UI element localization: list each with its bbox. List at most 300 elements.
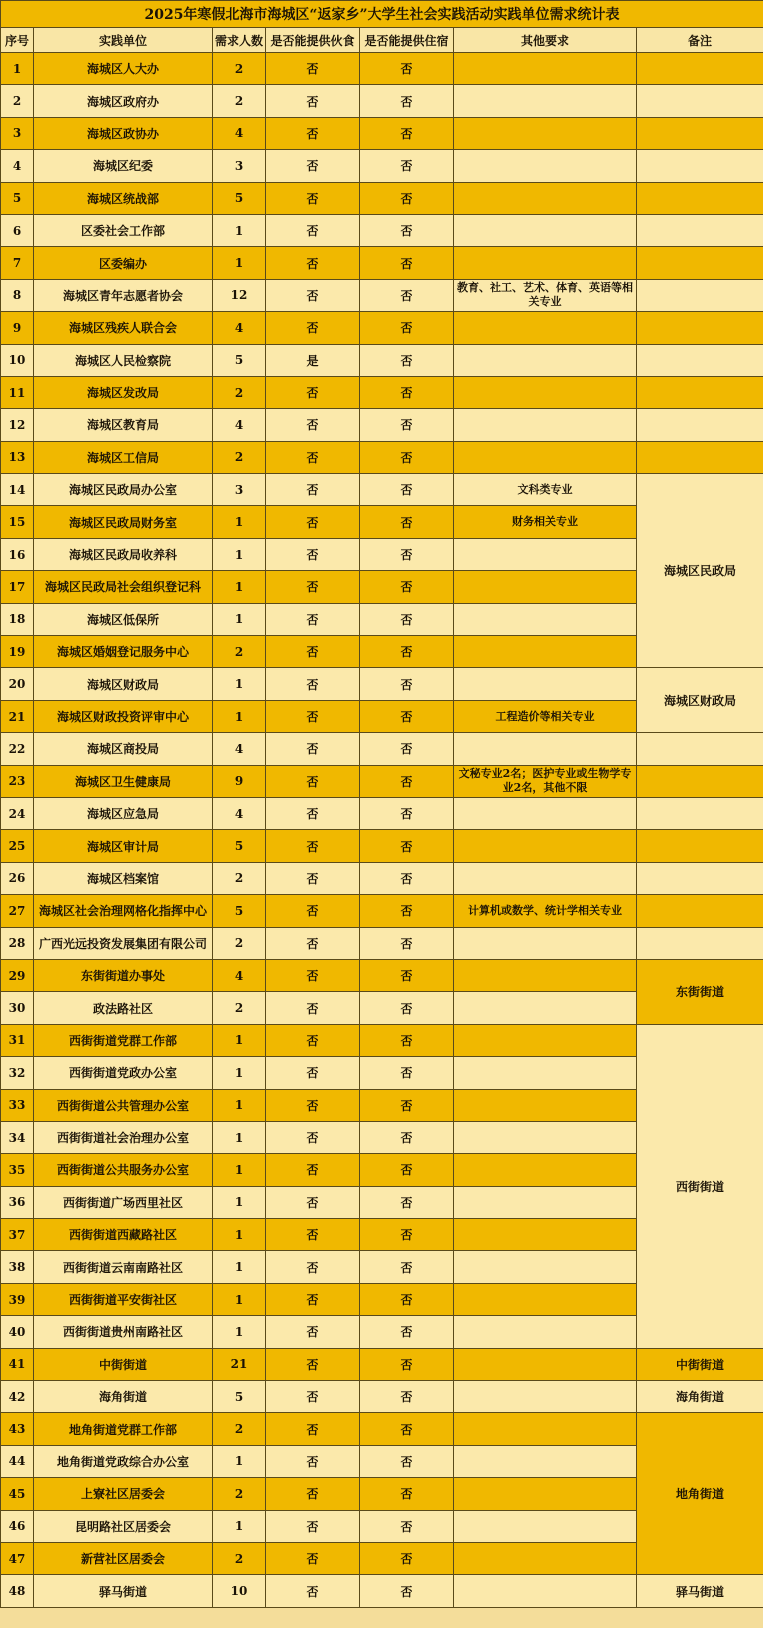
cell-lodging: 否 bbox=[360, 1478, 454, 1510]
cell-meal: 否 bbox=[266, 1348, 360, 1380]
cell-count: 1 bbox=[213, 1057, 266, 1089]
cell-count: 4 bbox=[213, 797, 266, 829]
cell-other bbox=[454, 668, 637, 700]
cell-lodging: 否 bbox=[360, 992, 454, 1024]
cell-lodging: 否 bbox=[360, 700, 454, 732]
table-row bbox=[1, 150, 763, 182]
cell-unit: 海城区商投局 bbox=[34, 733, 213, 765]
cell-other bbox=[454, 1057, 637, 1089]
cell-count: 2 bbox=[213, 927, 266, 959]
cell-count: 1 bbox=[213, 1219, 266, 1251]
cell-unit: 地角街道党政综合办公室 bbox=[34, 1445, 213, 1477]
cell-no: 45 bbox=[1, 1478, 34, 1510]
table-row bbox=[1, 1413, 763, 1445]
table-row bbox=[1, 733, 763, 765]
cell-meal: 否 bbox=[266, 1381, 360, 1413]
cell-other bbox=[454, 1575, 637, 1607]
cell-unit: 海城区应急局 bbox=[34, 797, 213, 829]
cell-count: 2 bbox=[213, 53, 266, 85]
cell-lodging: 否 bbox=[360, 927, 454, 959]
cell-other bbox=[454, 1121, 637, 1153]
table-row bbox=[1, 182, 763, 214]
cell-meal: 否 bbox=[266, 700, 360, 732]
cell-lodging: 否 bbox=[360, 312, 454, 344]
cell-unit: 驿马街道 bbox=[34, 1575, 213, 1607]
cell-count: 1 bbox=[213, 214, 266, 246]
cell-count: 5 bbox=[213, 182, 266, 214]
table-row bbox=[1, 247, 763, 279]
cell-other bbox=[454, 1283, 637, 1315]
cell-count: 2 bbox=[213, 992, 266, 1024]
cell-other bbox=[454, 312, 637, 344]
cell-no: 24 bbox=[1, 797, 34, 829]
cell-meal: 否 bbox=[266, 1510, 360, 1542]
cell-meal: 否 bbox=[266, 636, 360, 668]
cell-other bbox=[454, 797, 637, 829]
cell-note bbox=[637, 862, 763, 894]
cell-meal: 否 bbox=[266, 1575, 360, 1607]
cell-note: 海城区民政局 bbox=[637, 474, 763, 668]
cell-lodging: 否 bbox=[360, 53, 454, 85]
cell-meal: 否 bbox=[266, 150, 360, 182]
cell-no: 33 bbox=[1, 1089, 34, 1121]
cell-count: 1 bbox=[213, 1154, 266, 1186]
cell-meal: 否 bbox=[266, 441, 360, 473]
cell-meal: 否 bbox=[266, 1413, 360, 1445]
table-row bbox=[1, 765, 763, 797]
cell-lodging: 否 bbox=[360, 85, 454, 117]
cell-unit: 西街街道平安街社区 bbox=[34, 1283, 213, 1315]
cell-meal: 否 bbox=[266, 1057, 360, 1089]
cell-no: 38 bbox=[1, 1251, 34, 1283]
cell-count: 2 bbox=[213, 1478, 266, 1510]
cell-lodging: 否 bbox=[360, 1381, 454, 1413]
cell-unit: 西街街道公共管理办公室 bbox=[34, 1089, 213, 1121]
cell-unit: 西街街道贵州南路社区 bbox=[34, 1316, 213, 1348]
cell-note bbox=[637, 376, 763, 408]
cell-note bbox=[637, 797, 763, 829]
cell-meal: 否 bbox=[266, 1121, 360, 1153]
cell-other bbox=[454, 992, 637, 1024]
cell-no: 27 bbox=[1, 895, 34, 927]
cell-note bbox=[637, 409, 763, 441]
cell-count: 4 bbox=[213, 409, 266, 441]
cell-other bbox=[454, 1186, 637, 1218]
cell-no: 43 bbox=[1, 1413, 34, 1445]
cell-no: 40 bbox=[1, 1316, 34, 1348]
cell-lodging: 否 bbox=[360, 797, 454, 829]
cell-other bbox=[454, 1154, 637, 1186]
cell-count: 1 bbox=[213, 1121, 266, 1153]
cell-lodging: 否 bbox=[360, 1348, 454, 1380]
cell-unit: 海城区社会治理网格化指挥中心 bbox=[34, 895, 213, 927]
cell-unit: 区委社会工作部 bbox=[34, 214, 213, 246]
cell-count: 1 bbox=[213, 1251, 266, 1283]
cell-other bbox=[454, 1316, 637, 1348]
cell-lodging: 否 bbox=[360, 1186, 454, 1218]
cell-meal: 否 bbox=[266, 182, 360, 214]
header-row bbox=[1, 28, 763, 53]
cell-meal: 否 bbox=[266, 474, 360, 506]
cell-meal: 否 bbox=[266, 992, 360, 1024]
cell-count: 1 bbox=[213, 1445, 266, 1477]
cell-unit: 海城区财政局 bbox=[34, 668, 213, 700]
cell-no: 18 bbox=[1, 603, 34, 635]
cell-meal: 否 bbox=[266, 603, 360, 635]
cell-no: 47 bbox=[1, 1542, 34, 1574]
table-row bbox=[1, 376, 763, 408]
cell-no: 1 bbox=[1, 53, 34, 85]
cell-no: 31 bbox=[1, 1024, 34, 1056]
cell-other bbox=[454, 85, 637, 117]
cell-no: 6 bbox=[1, 214, 34, 246]
cell-note bbox=[637, 312, 763, 344]
cell-unit: 海城区民政局办公室 bbox=[34, 474, 213, 506]
cell-lodging: 否 bbox=[360, 1154, 454, 1186]
cell-no: 39 bbox=[1, 1283, 34, 1315]
cell-count: 1 bbox=[213, 1510, 266, 1542]
cell-other bbox=[454, 927, 637, 959]
cell-unit: 西街街道广场西里社区 bbox=[34, 1186, 213, 1218]
cell-count: 2 bbox=[213, 1542, 266, 1574]
cell-lodging: 否 bbox=[360, 571, 454, 603]
cell-meal: 否 bbox=[266, 506, 360, 538]
cell-no: 48 bbox=[1, 1575, 34, 1607]
cell-meal: 否 bbox=[266, 214, 360, 246]
cell-no: 42 bbox=[1, 1381, 34, 1413]
cell-count: 4 bbox=[213, 959, 266, 991]
cell-lodging: 否 bbox=[360, 1316, 454, 1348]
cell-other bbox=[454, 117, 637, 149]
cell-other: 财务相关专业 bbox=[454, 506, 637, 538]
cell-lodging: 否 bbox=[360, 1219, 454, 1251]
table-row bbox=[1, 214, 763, 246]
table-row bbox=[1, 1024, 763, 1056]
table-body bbox=[1, 53, 763, 1608]
cell-lodging: 否 bbox=[360, 506, 454, 538]
cell-meal: 否 bbox=[266, 1024, 360, 1056]
cell-unit: 上寮社区居委会 bbox=[34, 1478, 213, 1510]
cell-unit: 海城区残疾人联合会 bbox=[34, 312, 213, 344]
cell-no: 2 bbox=[1, 85, 34, 117]
cell-no: 34 bbox=[1, 1121, 34, 1153]
cell-other bbox=[454, 959, 637, 991]
cell-unit: 海城区青年志愿者协会 bbox=[34, 279, 213, 311]
cell-count: 2 bbox=[213, 636, 266, 668]
cell-unit: 昆明路社区居委会 bbox=[34, 1510, 213, 1542]
cell-meal: 否 bbox=[266, 247, 360, 279]
cell-lodging: 否 bbox=[360, 441, 454, 473]
table-row bbox=[1, 441, 763, 473]
cell-count: 1 bbox=[213, 538, 266, 570]
cell-no: 14 bbox=[1, 474, 34, 506]
cell-other bbox=[454, 1542, 637, 1574]
cell-other bbox=[454, 1024, 637, 1056]
cell-meal: 否 bbox=[266, 1283, 360, 1315]
cell-note bbox=[637, 927, 763, 959]
cell-unit: 海城区卫生健康局 bbox=[34, 765, 213, 797]
cell-other: 教育、社工、艺术、体育、英语等相关专业 bbox=[454, 279, 637, 311]
cell-note bbox=[637, 441, 763, 473]
cell-other bbox=[454, 1510, 637, 1542]
cell-no: 32 bbox=[1, 1057, 34, 1089]
table-row bbox=[1, 53, 763, 85]
cell-meal: 否 bbox=[266, 1186, 360, 1218]
cell-unit: 西街街道社会治理办公室 bbox=[34, 1121, 213, 1153]
cell-no: 10 bbox=[1, 344, 34, 376]
cell-count: 1 bbox=[213, 247, 266, 279]
header-unit: 实践单位 bbox=[34, 28, 213, 53]
cell-no: 9 bbox=[1, 312, 34, 344]
cell-count: 4 bbox=[213, 117, 266, 149]
cell-meal: 否 bbox=[266, 409, 360, 441]
cell-unit: 海城区纪委 bbox=[34, 150, 213, 182]
cell-other: 文秘专业2名；医护专业或生物学专业2名，其他不限 bbox=[454, 765, 637, 797]
cell-no: 22 bbox=[1, 733, 34, 765]
cell-lodging: 否 bbox=[360, 409, 454, 441]
cell-count: 1 bbox=[213, 1089, 266, 1121]
cell-lodging: 否 bbox=[360, 1251, 454, 1283]
cell-note: 驿马街道 bbox=[637, 1575, 763, 1607]
cell-lodging: 否 bbox=[360, 862, 454, 894]
cell-meal: 否 bbox=[266, 1219, 360, 1251]
cell-note bbox=[637, 765, 763, 797]
cell-lodging: 否 bbox=[360, 247, 454, 279]
cell-no: 44 bbox=[1, 1445, 34, 1477]
cell-lodging: 否 bbox=[360, 474, 454, 506]
cell-lodging: 否 bbox=[360, 376, 454, 408]
cell-other bbox=[454, 409, 637, 441]
cell-lodging: 否 bbox=[360, 1575, 454, 1607]
cell-count: 4 bbox=[213, 733, 266, 765]
cell-lodging: 否 bbox=[360, 150, 454, 182]
cell-unit: 广西光远投资发展集团有限公司 bbox=[34, 927, 213, 959]
table-row bbox=[1, 409, 763, 441]
cell-note bbox=[637, 733, 763, 765]
cell-unit: 海城区教育局 bbox=[34, 409, 213, 441]
cell-no: 3 bbox=[1, 117, 34, 149]
cell-no: 15 bbox=[1, 506, 34, 538]
cell-lodging: 否 bbox=[360, 182, 454, 214]
cell-lodging: 否 bbox=[360, 830, 454, 862]
cell-no: 16 bbox=[1, 538, 34, 570]
table-row bbox=[1, 959, 763, 991]
cell-lodging: 否 bbox=[360, 344, 454, 376]
cell-no: 36 bbox=[1, 1186, 34, 1218]
table-row bbox=[1, 862, 763, 894]
cell-lodging: 否 bbox=[360, 1445, 454, 1477]
cell-count: 9 bbox=[213, 765, 266, 797]
cell-unit: 东街街道办事处 bbox=[34, 959, 213, 991]
cell-unit: 海城区统战部 bbox=[34, 182, 213, 214]
cell-meal: 否 bbox=[266, 1316, 360, 1348]
cell-lodging: 否 bbox=[360, 733, 454, 765]
cell-meal: 否 bbox=[266, 765, 360, 797]
cell-count: 1 bbox=[213, 506, 266, 538]
cell-unit: 政法路社区 bbox=[34, 992, 213, 1024]
cell-meal: 否 bbox=[266, 279, 360, 311]
cell-no: 13 bbox=[1, 441, 34, 473]
cell-count: 5 bbox=[213, 895, 266, 927]
cell-unit: 海城区工信局 bbox=[34, 441, 213, 473]
cell-no: 21 bbox=[1, 700, 34, 732]
cell-no: 37 bbox=[1, 1219, 34, 1251]
cell-unit: 海城区低保所 bbox=[34, 603, 213, 635]
table-row bbox=[1, 830, 763, 862]
cell-no: 7 bbox=[1, 247, 34, 279]
cell-no: 12 bbox=[1, 409, 34, 441]
table-row bbox=[1, 895, 763, 927]
cell-lodging: 否 bbox=[360, 895, 454, 927]
cell-count: 12 bbox=[213, 279, 266, 311]
cell-no: 17 bbox=[1, 571, 34, 603]
cell-unit: 海城区民政局社会组织登记科 bbox=[34, 571, 213, 603]
cell-no: 35 bbox=[1, 1154, 34, 1186]
cell-meal: 否 bbox=[266, 797, 360, 829]
cell-note bbox=[637, 214, 763, 246]
cell-note: 中街街道 bbox=[637, 1348, 763, 1380]
cell-lodging: 否 bbox=[360, 765, 454, 797]
cell-unit: 海城区发改局 bbox=[34, 376, 213, 408]
cell-other bbox=[454, 571, 637, 603]
cell-count: 1 bbox=[213, 668, 266, 700]
cell-unit: 海城区档案馆 bbox=[34, 862, 213, 894]
table-row bbox=[1, 85, 763, 117]
cell-count: 1 bbox=[213, 1024, 266, 1056]
table-row bbox=[1, 117, 763, 149]
table-row bbox=[1, 279, 763, 311]
table-row bbox=[1, 474, 763, 506]
cell-note bbox=[637, 247, 763, 279]
cell-meal: 否 bbox=[266, 1251, 360, 1283]
cell-unit: 海城区民政局收养科 bbox=[34, 538, 213, 570]
cell-lodging: 否 bbox=[360, 1413, 454, 1445]
cell-other bbox=[454, 1413, 637, 1445]
cell-no: 19 bbox=[1, 636, 34, 668]
cell-meal: 否 bbox=[266, 895, 360, 927]
cell-note bbox=[637, 150, 763, 182]
cell-unit: 海城区审计局 bbox=[34, 830, 213, 862]
cell-other: 文科类专业 bbox=[454, 474, 637, 506]
cell-unit: 海城区民政局财务室 bbox=[34, 506, 213, 538]
cell-other bbox=[454, 247, 637, 279]
cell-meal: 否 bbox=[266, 1089, 360, 1121]
cell-unit: 海角街道 bbox=[34, 1381, 213, 1413]
cell-meal: 否 bbox=[266, 1478, 360, 1510]
cell-count: 3 bbox=[213, 150, 266, 182]
cell-lodging: 否 bbox=[360, 214, 454, 246]
cell-unit: 海城区财政投资评审中心 bbox=[34, 700, 213, 732]
cell-other bbox=[454, 182, 637, 214]
cell-meal: 否 bbox=[266, 733, 360, 765]
cell-count: 2 bbox=[213, 85, 266, 117]
cell-other bbox=[454, 603, 637, 635]
cell-other bbox=[454, 830, 637, 862]
cell-unit: 中街街道 bbox=[34, 1348, 213, 1380]
cell-other bbox=[454, 1348, 637, 1380]
header-no: 序号 bbox=[1, 28, 34, 53]
table-row bbox=[1, 1348, 763, 1380]
cell-no: 28 bbox=[1, 927, 34, 959]
cell-no: 29 bbox=[1, 959, 34, 991]
cell-count: 1 bbox=[213, 603, 266, 635]
cell-unit: 西街街道党群工作部 bbox=[34, 1024, 213, 1056]
cell-meal: 否 bbox=[266, 571, 360, 603]
cell-unit: 海城区人民检察院 bbox=[34, 344, 213, 376]
cell-lodging: 否 bbox=[360, 1024, 454, 1056]
cell-no: 8 bbox=[1, 279, 34, 311]
cell-count: 2 bbox=[213, 862, 266, 894]
cell-note bbox=[637, 85, 763, 117]
header-meal: 是否能提供伙食 bbox=[266, 28, 360, 53]
cell-unit: 海城区婚姻登记服务中心 bbox=[34, 636, 213, 668]
cell-lodging: 否 bbox=[360, 636, 454, 668]
cell-other bbox=[454, 53, 637, 85]
cell-note bbox=[637, 53, 763, 85]
cell-count: 5 bbox=[213, 1381, 266, 1413]
cell-no: 25 bbox=[1, 830, 34, 862]
cell-note: 地角街道 bbox=[637, 1413, 763, 1575]
cell-count: 4 bbox=[213, 312, 266, 344]
header-count: 需求人数 bbox=[213, 28, 266, 53]
cell-note bbox=[637, 830, 763, 862]
cell-unit: 海城区政协办 bbox=[34, 117, 213, 149]
cell-other bbox=[454, 1219, 637, 1251]
cell-no: 4 bbox=[1, 150, 34, 182]
cell-note bbox=[637, 117, 763, 149]
cell-lodging: 否 bbox=[360, 1057, 454, 1089]
cell-no: 11 bbox=[1, 376, 34, 408]
cell-other bbox=[454, 441, 637, 473]
cell-no: 46 bbox=[1, 1510, 34, 1542]
cell-note bbox=[637, 895, 763, 927]
cell-other: 计算机或数学、统计学相关专业 bbox=[454, 895, 637, 927]
cell-meal: 否 bbox=[266, 117, 360, 149]
table-row bbox=[1, 797, 763, 829]
header-lodging: 是否能提供住宿 bbox=[360, 28, 454, 53]
table-row bbox=[1, 668, 763, 700]
cell-lodging: 否 bbox=[360, 117, 454, 149]
cell-meal: 否 bbox=[266, 1445, 360, 1477]
cell-count: 2 bbox=[213, 441, 266, 473]
cell-other bbox=[454, 1478, 637, 1510]
table-row bbox=[1, 1381, 763, 1413]
cell-unit: 海城区政府办 bbox=[34, 85, 213, 117]
cell-count: 5 bbox=[213, 344, 266, 376]
cell-count: 2 bbox=[213, 1413, 266, 1445]
cell-other bbox=[454, 150, 637, 182]
cell-no: 23 bbox=[1, 765, 34, 797]
cell-no: 5 bbox=[1, 182, 34, 214]
cell-meal: 否 bbox=[266, 862, 360, 894]
cell-count: 1 bbox=[213, 571, 266, 603]
cell-lodging: 否 bbox=[360, 1089, 454, 1121]
table-title: 2025年寒假北海市海城区“返家乡”大学生社会实践活动实践单位需求统计表 bbox=[1, 1, 763, 28]
header-other: 其他要求 bbox=[454, 28, 637, 53]
cell-unit: 西街街道党政办公室 bbox=[34, 1057, 213, 1089]
cell-lodging: 否 bbox=[360, 1121, 454, 1153]
cell-count: 2 bbox=[213, 376, 266, 408]
cell-other bbox=[454, 344, 637, 376]
cell-other bbox=[454, 214, 637, 246]
cell-other bbox=[454, 733, 637, 765]
cell-count: 1 bbox=[213, 1283, 266, 1315]
cell-meal: 否 bbox=[266, 668, 360, 700]
cell-other bbox=[454, 636, 637, 668]
cell-note: 东街街道 bbox=[637, 959, 763, 1024]
cell-lodging: 否 bbox=[360, 1283, 454, 1315]
cell-unit: 地角街道党群工作部 bbox=[34, 1413, 213, 1445]
